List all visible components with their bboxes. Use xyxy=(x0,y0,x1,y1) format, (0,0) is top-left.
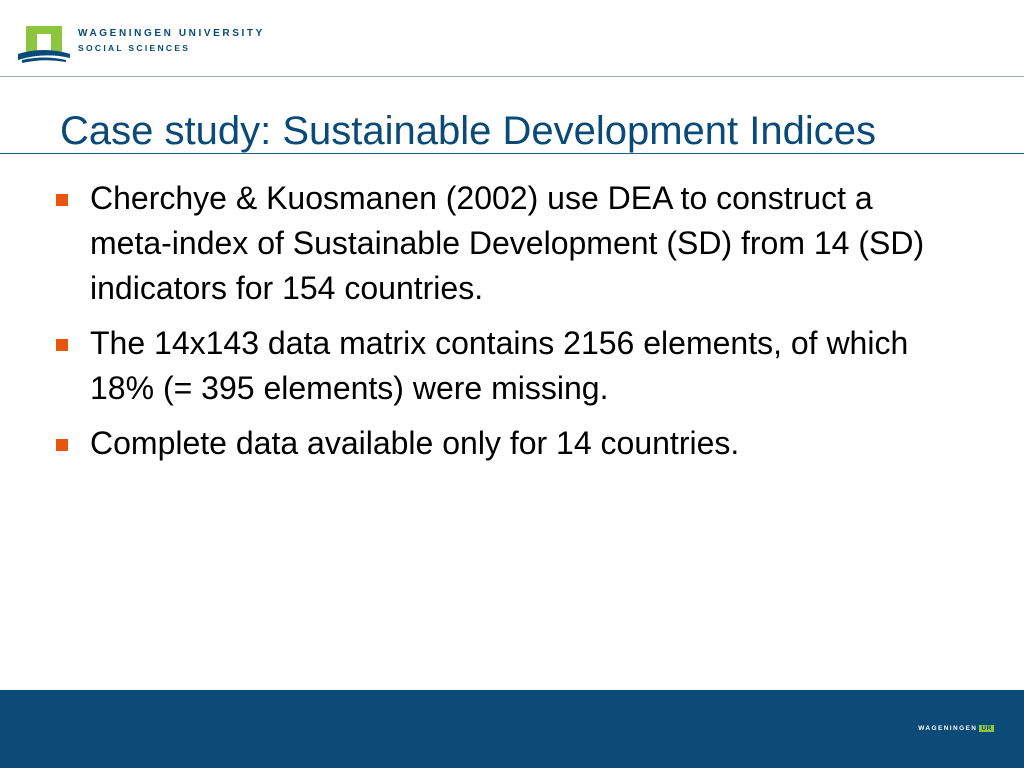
brand-name: WAGENINGEN UNIVERSITY xyxy=(78,28,265,39)
bullet-square-icon xyxy=(56,339,68,351)
bullet-item xyxy=(56,421,961,466)
brand-subtitle: SOCIAL SCIENCES xyxy=(78,43,191,53)
footer-brand-name: WAGENINGEN xyxy=(918,725,978,732)
wageningen-logo-icon xyxy=(16,24,72,64)
bullet-text: Complete data available only for 14 countries. xyxy=(90,425,740,461)
slide-title: Case study: Sustainable Development Indices xyxy=(60,109,877,153)
bullet-square-icon xyxy=(56,194,68,206)
bullet-item xyxy=(56,176,961,311)
title-divider xyxy=(0,153,1024,154)
footer-brand-suffix: UR xyxy=(981,725,992,732)
bullet-item xyxy=(56,321,961,411)
footer-bar xyxy=(0,690,1024,768)
footer-brand xyxy=(918,725,994,732)
bullet-list xyxy=(56,176,961,476)
header-divider xyxy=(0,76,1024,77)
bullet-square-icon xyxy=(56,439,68,451)
bullet-text: The 14x143 data matrix contains 2156 elements, of which 18% (= 395 elements) were missing. xyxy=(90,325,909,406)
bullet-text: Cherchye & Kuosmanen (2002) use DEA to construct a meta-index of Sustainable Development (SD) from 14 (SD) indicators for 154 countries. xyxy=(90,180,925,306)
